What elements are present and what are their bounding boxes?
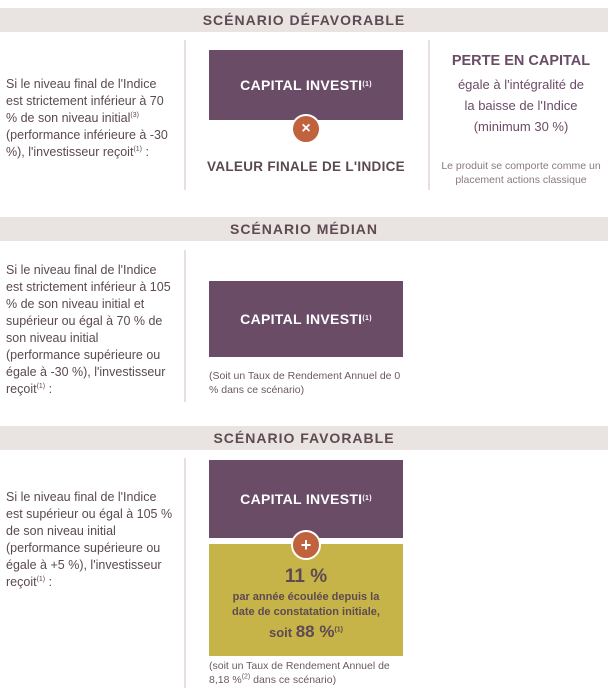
- divider-line: [184, 250, 186, 402]
- favorable-scenario-title: SCÉNARIO FAVORABLE: [213, 430, 395, 446]
- median-annual-return-note: (Soit un Taux de Rendement Annuel de 0 % dans ce scénario): [209, 370, 401, 396]
- times-icon: ×: [291, 114, 321, 144]
- median-scenario-header: [0, 217, 608, 241]
- median-scenario-title: SCÉNARIO MÉDIAN: [229, 221, 378, 237]
- divider-line: [184, 40, 186, 190]
- capital-loss-note: Le produit se comporte comme un placement actions classique: [441, 160, 601, 186]
- capital-loss-description: égale à l'intégralité de la baisse de l'Indice (minimum 30 %): [457, 77, 585, 134]
- divider-line: [184, 458, 186, 688]
- median-capital-box: CAPITAL INVESTI (1): [209, 281, 403, 357]
- favorable-condition-text: Si le niveau final de l'Indice est supérieur ou égal à 105 % de son niveau initial (performance supérieure ou égale à +5 %), l'investisseur reçoit$^{(1)}$ :: [6, 490, 173, 589]
- favorable-scenario-header: [0, 426, 608, 450]
- unfavorable-scenario-header: [0, 8, 608, 32]
- unfavorable-scenario-title: SCÉNARIO DÉFAVORABLE: [202, 12, 406, 28]
- capital-invested-label: CAPITAL INVESTI: [240, 491, 363, 507]
- annual-gain-description: par année écoulée depuis la date de constatation initiale,: [232, 591, 380, 618]
- annual-gain-box: [209, 544, 403, 656]
- median-condition-text: Si le niveau final de l'Indice est strictement inférieur à 105 % de son niveau initial et supérieur ou égal à 70 % de son niveau initial (performance supérieure ou égale à -30 %), l'investisseur reçoit$^{(1)}$ :: [6, 263, 171, 396]
- capital-invested-label: CAPITAL INVESTI: [240, 77, 363, 93]
- favorable-capital-box: CAPITAL INVESTI (1): [209, 460, 403, 538]
- capital-loss-title: PERTE EN CAPITAL: [451, 53, 591, 69]
- annual-gain-value: 11 %: [284, 566, 328, 587]
- capital-invested-label: CAPITAL INVESTI: [240, 311, 363, 327]
- favorable-annual-return-note: (soit un Taux de Rendement Annuel de 8,18 %$^{(2)}$ dans ce scénario): [209, 660, 390, 686]
- plus-icon: +: [291, 530, 321, 560]
- divider-line: [428, 40, 430, 190]
- index-final-value-label: VALEUR FINALE DE L'INDICE: [207, 159, 405, 174]
- unfavorable-condition-text: Si le niveau final de l'Indice est strictement inférieur à 70 % de son niveau initial$^{(3)}$ (performance inférieure à -30 %), l'investisseur reçoit$^{(1)}$ :: [6, 77, 168, 159]
- unfavorable-capital-box: CAPITAL INVESTI (1): [209, 50, 403, 120]
- total-gain: soit 88 %$^{(1)}$: [268, 622, 344, 641]
